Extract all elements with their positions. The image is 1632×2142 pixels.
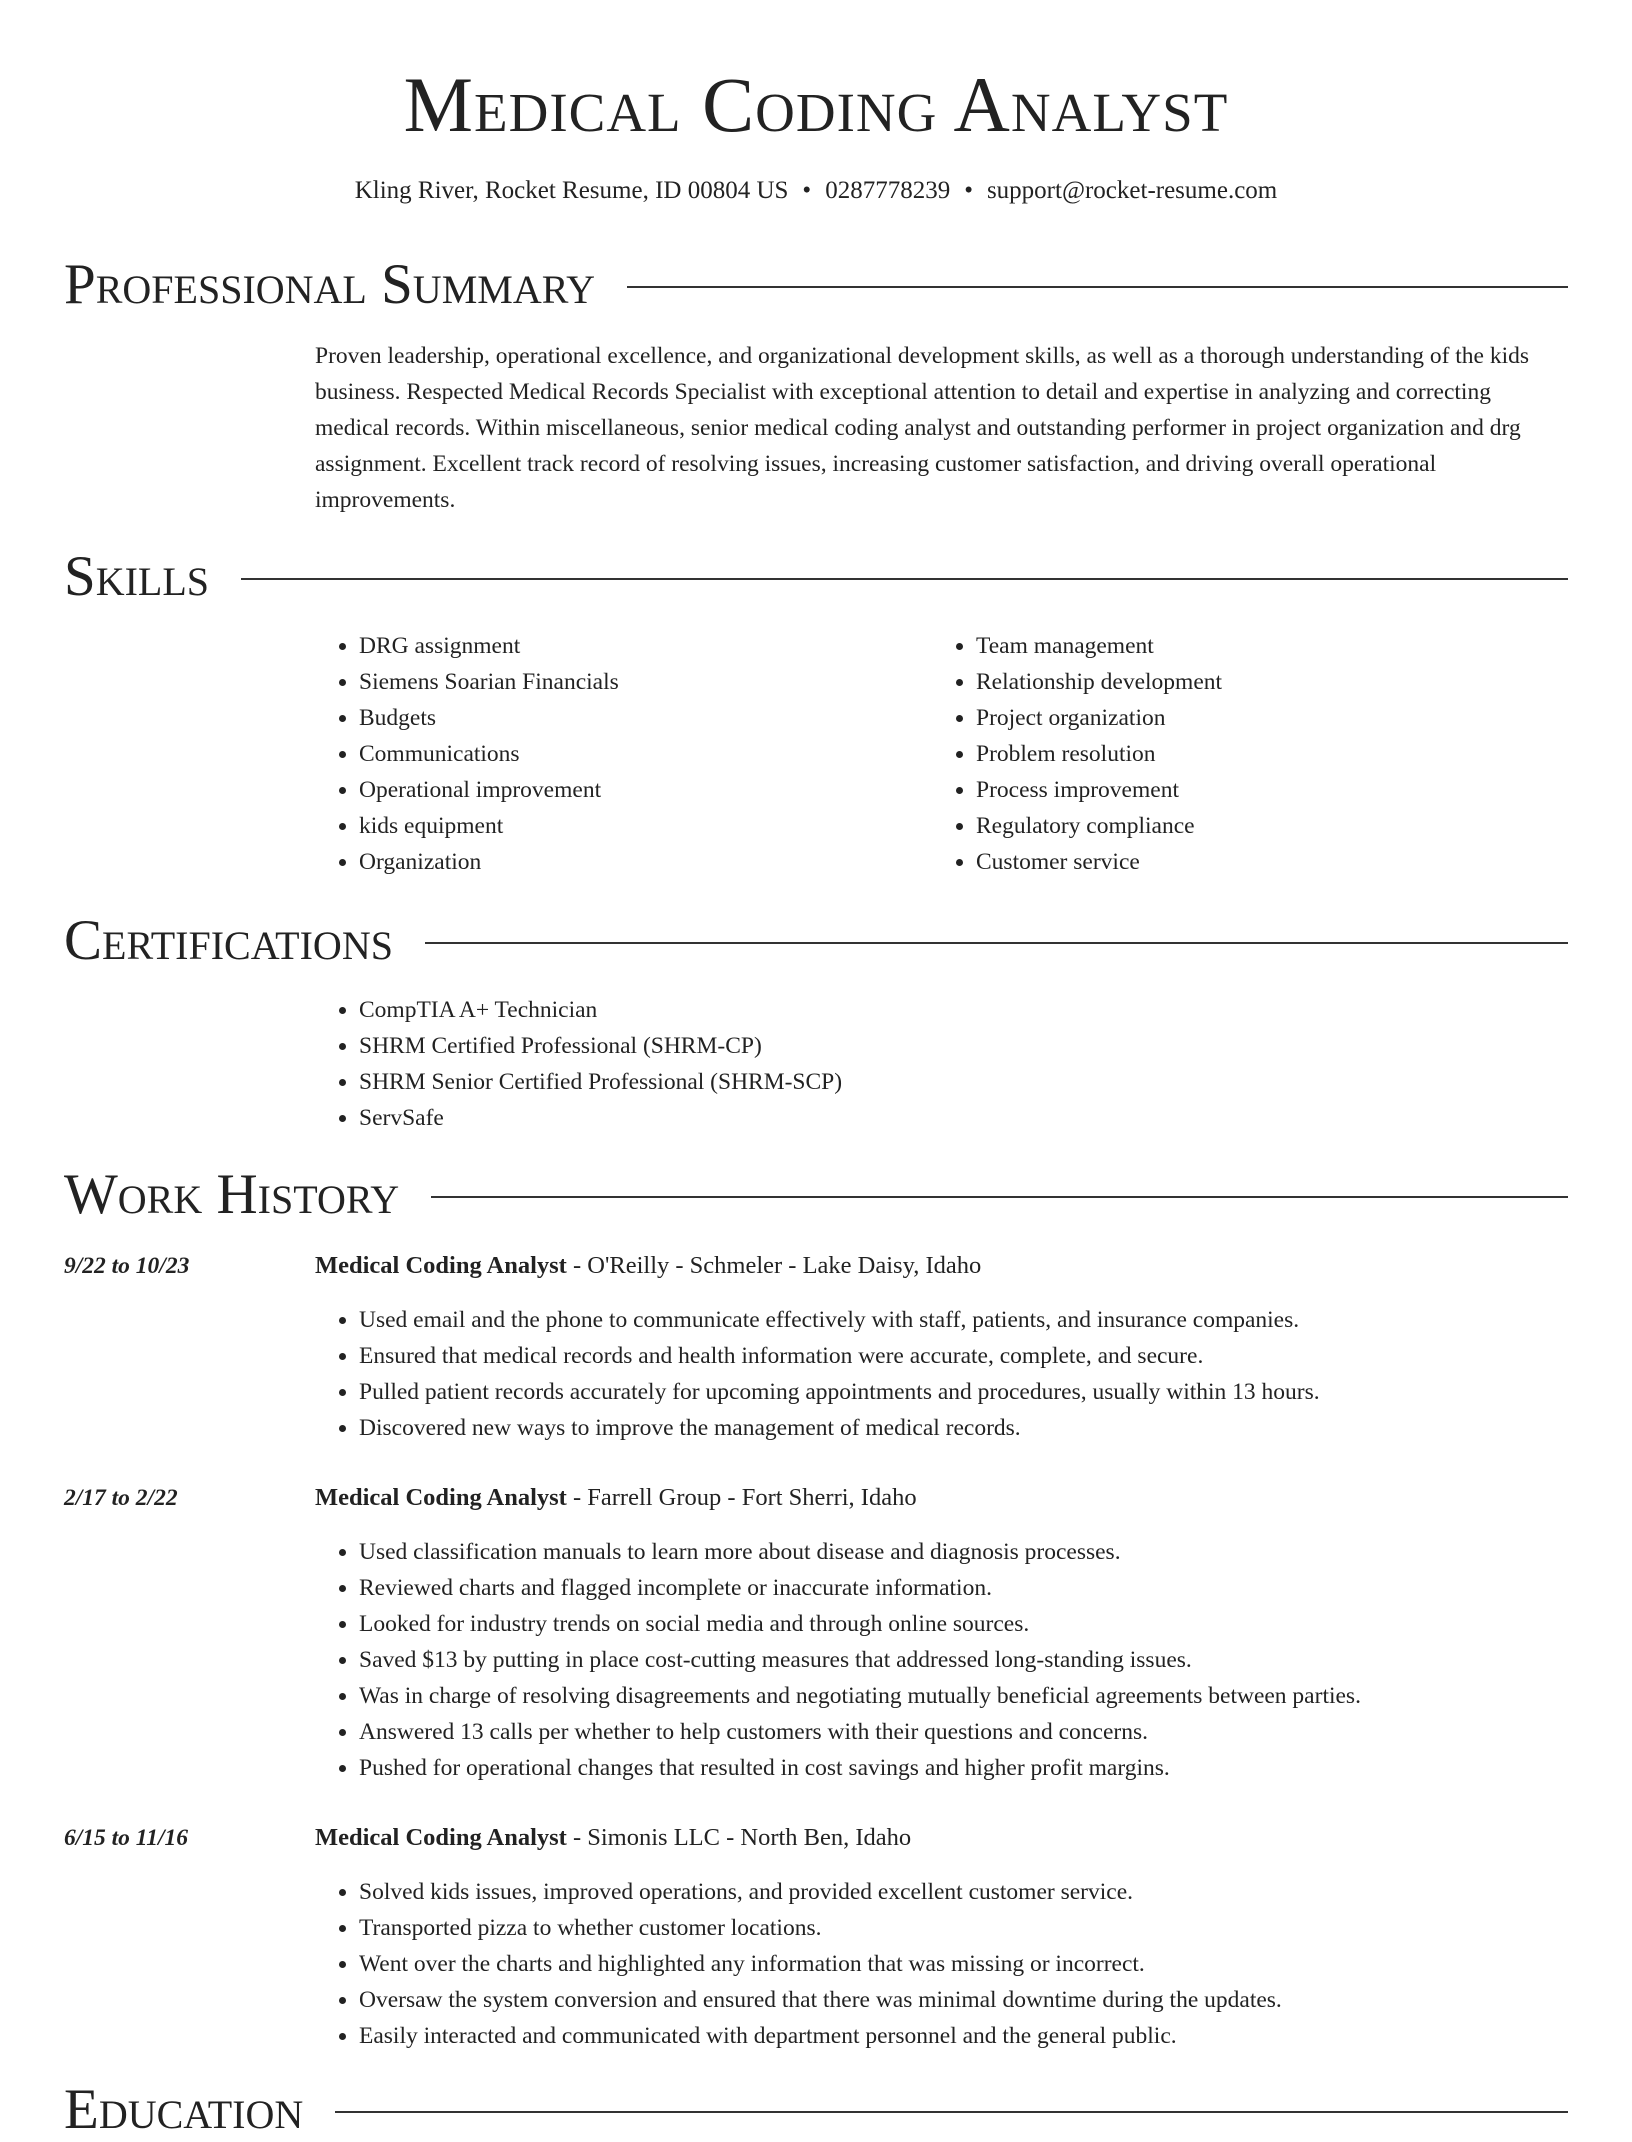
- job-duty-item: • Oversaw the system conversion and ensured that there was minimal downtime during the updates.: [359, 1982, 1568, 2018]
- job-title-line: [315, 1820, 1568, 1856]
- resume-name: Medical Coding Analyst: [403, 61, 1229, 148]
- job-duties-list: [315, 1302, 1568, 1446]
- skill-item: • Customer service: [976, 844, 1549, 880]
- job-duty-item: • Reviewed charts and flagged incomplete or inaccurate information.: [359, 1570, 1568, 1606]
- skills-column-right: [932, 628, 1549, 880]
- skills-column-left: [315, 628, 932, 880]
- job-employer-location: - Simonis LLC - North Ben, Idaho: [566, 1824, 912, 1851]
- skills-content: [315, 628, 1568, 880]
- skill-item: • Communications: [359, 736, 932, 772]
- skill-item: • Siemens Soarian Financials: [359, 664, 932, 700]
- contact-separator: •: [802, 177, 812, 204]
- job-duty-item: • Used email and the phone to communicate effectively with staff, patients, and insurance companies.: [359, 1302, 1568, 1338]
- skills-list-right: [932, 628, 1549, 880]
- job-title-line: [315, 1480, 1568, 1516]
- job-entry: [315, 1248, 1568, 1446]
- job-duty-item: • Solved kids issues, improved operations, and provided excellent customer service.: [359, 1874, 1568, 1910]
- job-duty-item: • Went over the charts and highlighted any information that was missing or incorrect.: [359, 1946, 1568, 1982]
- skills-grid: [315, 628, 1568, 880]
- contact-phone: 0287778239: [825, 177, 951, 204]
- job-duties-list: [315, 1534, 1568, 1786]
- section-divider: [425, 942, 1568, 944]
- job-duty-item: • Ensured that medical records and health information were accurate, complete, and secure.: [359, 1338, 1568, 1374]
- job-duty-item: • Saved $13 by putting in place cost-cutting measures that addressed long-standing issues.: [359, 1642, 1568, 1678]
- skill-item: • Project organization: [976, 700, 1549, 736]
- skill-item: • kids equipment: [359, 808, 932, 844]
- section-header-work-history: [64, 1163, 1568, 1227]
- job-dates: 6/15 to 11/16: [64, 1825, 189, 1851]
- certifications-content: [315, 992, 1568, 1136]
- skill-item: • Team management: [976, 628, 1549, 664]
- job-title-line: [315, 1248, 1568, 1284]
- section-header-summary: [64, 253, 1568, 317]
- summary-text: Proven leadership, operational excellence, and organizational development skills, as well as a thorough understanding of the kids business. Respected Medical Records Specialist with exceptional attention to detail and expertise in analyzing and correcting medical records. Within miscellaneous, senior medical coding analyst and outstanding performer in project organization and drg assignment. Excellent track record of resolving issues, increasing customer satisfaction, and driving overall operational improvements.: [315, 343, 1530, 513]
- contact-address: Kling River, Rocket Resume, ID 00804 US: [354, 177, 789, 204]
- job-duty-item: • Was in charge of resolving disagreements and negotiating mutually beneficial agreements between parties.: [359, 1678, 1568, 1714]
- job-dates: 2/17 to 2/22: [64, 1485, 178, 1511]
- certification-item: • SHRM Senior Certified Professional (SHRM-SCP): [359, 1064, 1568, 1100]
- job-entry: [315, 1820, 1568, 2054]
- section-header-education: [64, 2078, 1568, 2142]
- skill-item: • Budgets: [359, 700, 932, 736]
- contact-separator: •: [964, 177, 973, 204]
- job-duty-item: • Answered 13 calls per whether to help customers with their questions and concerns.: [359, 1714, 1568, 1750]
- skill-item: • Problem resolution: [976, 736, 1549, 772]
- job-duty-item: • Used classification manuals to learn more about disease and diagnosis processes.: [359, 1534, 1568, 1570]
- job-duty-item: • Transported pizza to whether customer locations.: [359, 1910, 1568, 1946]
- certification-item: • ServSafe: [359, 1100, 1568, 1136]
- skill-item: • Process improvement: [976, 772, 1549, 808]
- section-divider: [335, 2111, 1568, 2113]
- certification-item: • SHRM Certified Professional (SHRM-CP): [359, 1028, 1568, 1064]
- section-divider: [431, 1196, 1568, 1198]
- job-duty-item: • Discovered new ways to improve the management of medical records.: [359, 1410, 1568, 1446]
- section-title-education: Education: [64, 2078, 304, 2141]
- job-employer-location: - O'Reilly - Schmeler - Lake Daisy, Idaho: [566, 1252, 982, 1279]
- job-dates: 9/22 to 10/23: [64, 1253, 190, 1279]
- skills-list-left: [315, 628, 932, 880]
- skill-item: • Organization: [359, 844, 932, 880]
- summary-content: [315, 338, 1568, 518]
- section-title-summary: Professional Summary: [64, 253, 596, 316]
- skill-item: • Regulatory compliance: [976, 808, 1549, 844]
- job-duty-item: • Easily interacted and communicated with department personnel and the general public.: [359, 2018, 1568, 2054]
- section-title-work-history: Work History: [64, 1163, 400, 1226]
- skill-item: • Relationship development: [976, 664, 1549, 700]
- job-entry: [315, 1480, 1568, 1786]
- contact-line: [64, 174, 1568, 208]
- section-title-skills: Skills: [64, 545, 210, 608]
- contact-email[interactable]: support@rocket-resume.com: [986, 177, 1278, 204]
- section-divider: [241, 578, 1568, 580]
- skill-item: • Operational improvement: [359, 772, 932, 808]
- job-title: Medical Coding Analyst: [315, 1252, 567, 1279]
- job-duty-item: • Pulled patient records accurately for upcoming appointments and procedures, usually within 13 hours.: [359, 1374, 1568, 1410]
- job-duties-list: [315, 1874, 1568, 2054]
- section-title-certifications: Certifications: [64, 909, 393, 972]
- certifications-list: [315, 992, 1568, 1136]
- section-header-certifications: [64, 909, 1568, 973]
- job-title: Medical Coding Analyst: [315, 1824, 567, 1851]
- job-duty-item: • Pushed for operational changes that resulted in cost savings and higher profit margins.: [359, 1750, 1568, 1786]
- section-divider: [627, 286, 1568, 288]
- certification-item: • CompTIA A+ Technician: [359, 992, 1568, 1028]
- section-header-skills: [64, 545, 1568, 609]
- job-title: Medical Coding Analyst: [315, 1484, 567, 1511]
- skill-item: • DRG assignment: [359, 628, 932, 664]
- job-employer-location: - Farrell Group - Fort Sherri, Idaho: [566, 1484, 917, 1511]
- job-duty-item: • Looked for industry trends on social media and through online sources.: [359, 1606, 1568, 1642]
